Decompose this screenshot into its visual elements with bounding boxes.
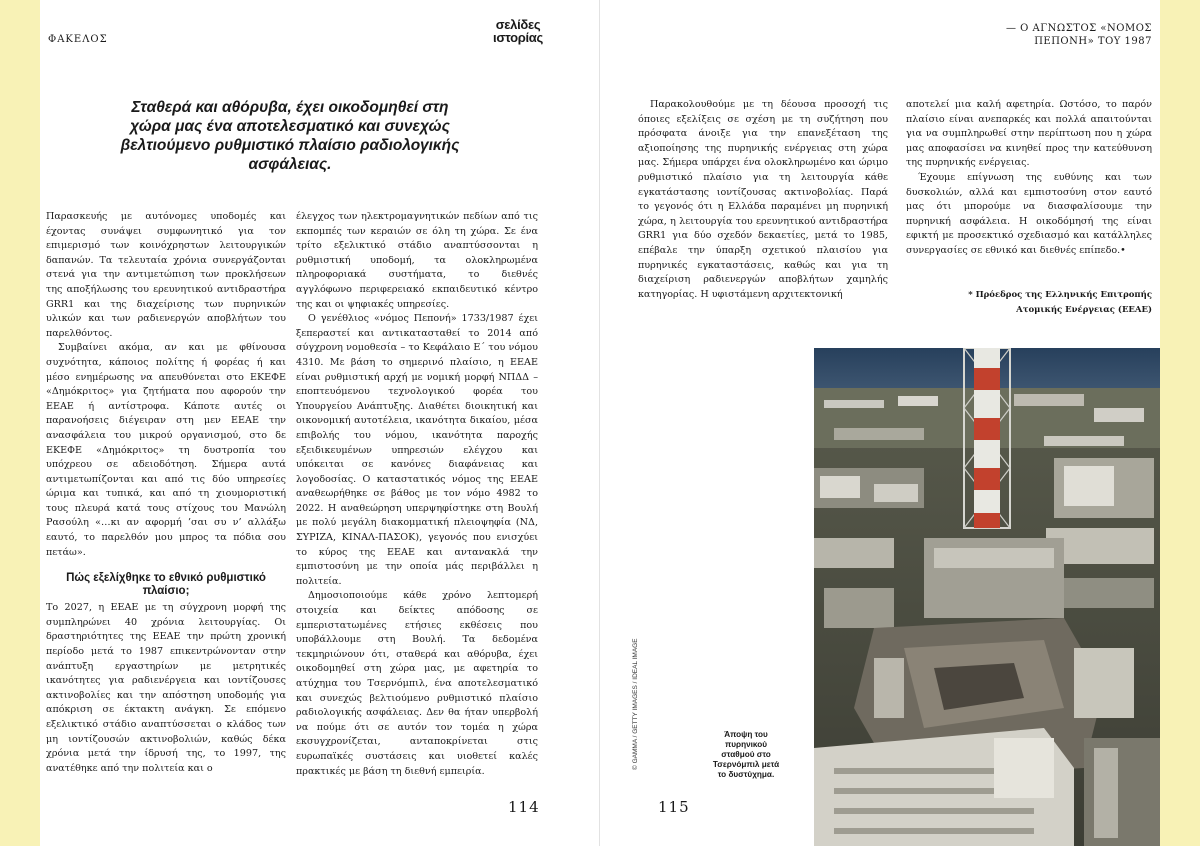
left-page-column-1 — [46, 210, 286, 776]
photo-credit-text: © GAMMA / GETTY IMAGES / IDEAL IMAGE — [632, 638, 639, 770]
left-page — [40, 0, 600, 846]
paragraph: Παρακολουθούμε με τη δέουσα προσοχή τις όποιες εξελίξεις σε σχέση με τη συζήτηση που πρόσφατα άνοιξε για την επανεξέταση της αξιοποίησης της πυρηνικής ενέργειας στη χώρα μας. Σήμερα υπάρχει ένα ολοκληρωμένο και ώριμο ρυθμιστικό πλαίσιο για τη λειτουργία κάθε εγκατάστασης ιοντίζουσας ακτινοβολίας. Παρά το γεγονός ότι η Ελλάδα παραμένει μη πυρηνική χώρα, η λειτουργία του ερευνητικού αντιδραστήρα GRR1 για δύο σχεδόν δεκαετίες, μετά το 1985, επέβαλε την ύπαρξη σχετικού πλαισίου για πυρηνικές εγκαταστάσεις, καθώς και για τη διαχείριση ραδιενεργών αποβλήτων χαμηλής κατηγορίας. Η υφιστάμενη αρχιτεκτονική — [638, 99, 888, 300]
right-page — [600, 0, 1160, 846]
left-page-column-2 — [296, 210, 538, 779]
section-label: ΦΑΚΕΛΟΣ — [48, 34, 108, 45]
magazine-section-logo — [488, 18, 548, 44]
page-number-right: 115 — [658, 798, 690, 816]
author-footnote — [892, 288, 1152, 318]
chernobyl-plant-photo — [814, 348, 1160, 846]
right-page-column-2 — [906, 98, 1152, 259]
paragraph: Συμβαίνει ακόμα, αν και με φθίνουσα συχνότητα, κάποιος πολίτης ή φορέας ή και μέσο ενημέρωσης να απευθύνεται στο ΕΚΕΦΕ «Δημόκριτος» για ζητήματα που αφορούν την ΕΕΑΕ ή αντίστροφα. Κάποτε αυτές οι παρανοήσεις διέγειραν στη μεν ΕΕΑΕ την ανασφάλεια του μικρού οργανισμού, στο δε ΕΚΕΦΕ «Δημόκριτος» τη δυστροπία του υπόχρεου σε αδειοδότηση. Σήμερα αυτά αντιμετωπίζονται και από τις δύο υπηρεσίες ώριμα και τυπικά, και από τη χιουμοριστική τους πλευρά κατά τους στίχους του Μανώλη Ρασούλη «…κι αν αφορμή ’σαι συ ν’ αλλάξω εαυτό, το παρελθόν μου μπρος τα πόδια σου πετάω». — [46, 342, 286, 558]
running-head-line-2: ΠΕΠΟΝΗ» ΤΟΥ 1987 — [1034, 36, 1152, 47]
page-number-left: 114 — [508, 798, 540, 816]
photo-caption: Άποψη του πυρηνικού σταθμού στο Τσερνόμπιλ μετά το δυστύχημα. — [712, 730, 780, 779]
logo-line-2: ιστορίας — [493, 30, 543, 45]
paragraph: έλεγχος των ηλεκτρομαγνητικών πεδίων από τις εκπομπές των κεραιών σε όλη τη χώρα. Σε ένα τρίτο εξελικτικό στάδιο αναπτύσσονται η ρυθμιστική υποδομή, τα ολοκληρωμένα πληροφοριακά συστήματα, το διεθνές αγγλόφωνο περιφερειακό εκπαιδευτικό κέντρο της και οι ψηφιακές υπηρεσίες. — [296, 211, 538, 310]
running-head-line-1: — Ο ΑΓΝΩΣΤΟΣ «ΝΟΜΟΣ — [1005, 23, 1152, 34]
footnote-line-1: * Πρόεδρος της Ελληνικής Επιτροπής — [968, 290, 1152, 300]
paragraph: Το 2027, η ΕΕΑΕ με τη σύγχρονη μορφή της συμπληρώνει 40 χρόνια λειτουργίας. Οι δραστηριότητες της ΕΕΑΕ την πρώτη χρονική περίοδο μετά το 1987 επικεντρώνονταν στην ανάπτυξη εργαστηρίων με μετρητικές ικανότητες για ραδιενέργεια και ιοντίζουσες ακτινοβολίες και την απόστηση υποδομής για απόκριση σε έκτακτη ανάγκη. Σε επόμενο εξελικτικό στάδιο αναπτύσσεται ο κλάδος των μη ιοντίζουσών ακτινοβολιών, καθώς δέκα χρόνια μετά την ίδρυσή της, το 1997, της ανατέθηκε από την πολιτεία και ο — [46, 602, 286, 774]
paragraph: Δημοσιοποιούμε κάθε χρόνο λεπτομερή στοιχεία και δείκτες απόδοσης σε εμπεριστατωμένες ετήσιες εκθέσεις που υποβάλλουμε στη Βουλή. Τα δεδομένα τεκμηριώνουν ότι, σταθερά και αθόρυβα, έχει οικοδομηθεί στη χώρα μας, με αφετηρία το ατύχημα του Τσερνόμπιλ, ένα αποτελεσματικό και συνεχώς βελτιούμενο ρυθμιστικό πλαίσιο ραδιολογικής ασφάλειας. Δεν θα ήταν υπερβολή να πούμε ότι σε αυτόν τον τομέα η χώρα εκσυγχρονίζεται, ανταποκρίνεται στις ευρωπαϊκές συστάσεις και υιοθετεί καλές πρακτικές με βάση τη διεθνή εμπειρία. — [296, 590, 538, 777]
footnote-line-2: Ατομικής Ενέργειας (ΕΕΑΕ) — [1016, 305, 1152, 315]
pull-quote: Σταθερά και αθόρυβα, έχει οικοδομηθεί στη χώρα μας ένα αποτελεσματικό και συνεχώς βελτιούμενο ρυθμιστικό πλαίσιο ραδιολογικής ασφάλειας. — [120, 99, 460, 173]
logo-line-1: σελίδες — [495, 17, 541, 32]
paragraph: αποτελεί μια καλή αφετηρία. Ωστόσο, το παρόν πλαίσιο είναι ανεπαρκές και πολλά απαιτούνται για να συμπληρωθεί στην περίπτωση που η χώρα μας αποφασίσει να κινηθεί προς την κατεύθυνση της πυρηνικής ενέργειας. — [906, 99, 1152, 169]
paragraph: Έχουμε επίγνωση της ευθύνης και των δυσκολιών, αλλά και εμπιστοσύνη στον εαυτό μας ότι μπορούμε να διασφαλίσουμε την πυρηνική ασφάλεια. Η οικοδόμησή της είναι εφικτή με προσεκτικό σχεδιασμό και κατάλληλες συνεργασίες σε εθνικό και διεθνές επίπεδο.• — [906, 171, 1152, 256]
paragraph: Παρασκευής με αυτόνομες υποδομές και έχοντας συνάψει συμφωνητικό για τον επιμερισμό των κοινόχρηστων λειτουργικών δαπανών. Τα τελευταία χρόνια συνεργάζονται στενά για την αντιμετώπιση των προκλήσεων της αποξήλωσης του ερευνητικού αντιδραστήρα GRR1 και της διαχείρισης των πυρηνικών υλικών και των ραδιενεργών αποβλήτων του παρελθόντος. — [46, 211, 286, 339]
right-page-column-1 — [638, 98, 888, 302]
subheading: Πώς εξελίχθηκε το εθνικό ρυθμιστικό πλαίσιο; — [66, 572, 266, 598]
running-head — [952, 22, 1152, 48]
photo-credit — [632, 630, 641, 770]
paragraph: Ο γενέθλιος «νόμος Πεπονή» 1733/1987 έχει ξεπεραστεί και αντικατασταθεί το 2014 από σύγχρονη νομοθεσία – το Κεφάλαιο Ε΄ του νόμου 4310. Με βάση το σημερινό πλαίσιο, η ΕΕΑΕ είναι ρυθμιστική αρχή με νομική μορφή ΝΠΔΔ – εποπτευόμενου τεχνολογικού φορέα του Υπουργείου Ανάπτυξης. Διαθέτει διοικητική και οικονομική αυτοτέλεια, ικανότητα δικαίου, μέσα επιβολής του νόμου, ικανότητα παροχής εξειδικευμένων υπηρεσιών ελέγχου και υπόκειται σε κανόνες διαφάνειας και λογοδοσίας. Ο καταστατικός νόμος της ΕΕΑΕ αναθεωρήθηκε σε βάθος με τον νόμο 4982 το 2022. Η αναθεώρηση υπερψηφίστηκε στη Βουλή με πολύ μεγάλη διακομματική πλειοψηφία (ΝΔ, ΣΥΡΙΖΑ, ΚΙΝΑΛ-ΠΑΣΟΚ), γεγονός που ενισχύει το κύρος της ΕΕΑΕ και αντανακλά την εμπιστοσύνη με την οποία μάς περιβάλλει η πολιτεία. — [296, 313, 538, 587]
